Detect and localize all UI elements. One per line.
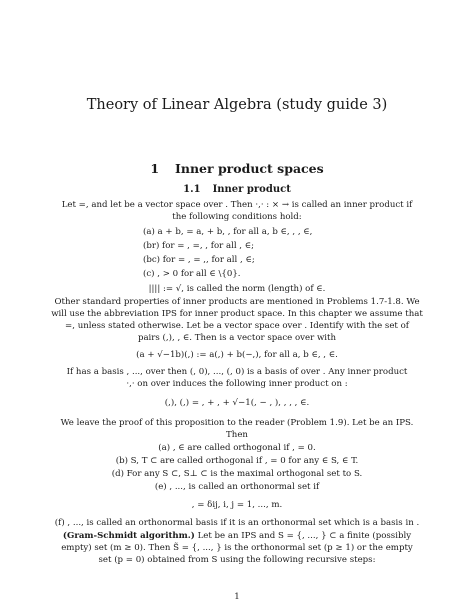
definition-item: (f) , ..., is called an orthonormal basis if it is an orthonormal set which is a basis in . [54, 518, 420, 528]
condition-item: (c) , > 0 for all ∈ \{0}. [143, 269, 241, 279]
paragraph-line: Other standard properties of inner products are mentioned in Problems 1.7-1.8. We [54, 297, 420, 307]
display-formula: (a + √−1b)(,) := a(,) + b(−,), for all a, b ∈, , ∈. [136, 350, 338, 360]
definition-item: (b) S, T ⊂ are called orthogonal if , = 0 for any ∈ S, ∈ T. [115, 456, 359, 466]
definition-line: Let =, and let be a vector space over . Then ·,· : × → is called an inner product if [61, 200, 413, 210]
display-formula: , = δij, i, j = 1, ..., m. [191, 500, 283, 510]
display-formula: (,), (,) = , + , + √−1(, − , ), , , , ∈. [164, 398, 310, 408]
subsection-heading [0, 183, 474, 196]
gram-schmidt-label: (Gram-Schmidt algorithm.) [62, 531, 195, 541]
subsection-title: Inner product [212, 184, 291, 195]
paragraph-line: =, unless stated otherwise. Let be a vector space over . Identify with the set of [65, 321, 409, 331]
paragraph-line: ·,· on over induces the following inner product on : [126, 379, 348, 389]
norm-definition: |||| := √, is called the norm (length) of ∈. [148, 284, 326, 294]
paragraph-line: We leave the proof of this proposition to the reader (Problem 1.9). Let be an IPS. [60, 418, 414, 428]
definition-line: the following conditions hold: [172, 212, 302, 222]
paragraph-line: Then [226, 430, 248, 440]
section-title: Inner product spaces [175, 161, 324, 176]
gram-schmidt-line: empty) set (m ≥ 0). Then S̃ = {, ..., } is the orthonormal set (p ≥ 1) or the empty [61, 543, 413, 553]
gram-schmidt-line [0, 531, 474, 542]
gram-schmidt-line: set (p = 0) obtained from S using the following recursive steps: [98, 555, 376, 565]
paragraph-line: will use the abbreviation IPS for inner product space. In this chapter we assume that [51, 309, 423, 319]
paragraph-line: pairs (,), , ∈. Then is a vector space over with [137, 333, 337, 343]
condition-item: (bc) for = , = ,, for all , ∈; [143, 255, 255, 265]
section-number: 1 [150, 161, 160, 176]
definition-item: (e) , ..., is called an orthonormal set if [154, 482, 320, 492]
subsection-number: 1.1 [183, 184, 201, 195]
document-title: Theory of Linear Algebra (study guide 3) [86, 97, 388, 113]
condition-item: (a) a + b, = a, + b, , for all a, b ∈, , , ∈, [143, 227, 313, 237]
section-heading [0, 161, 474, 177]
definition-item: (d) For any S ⊂, S⊥ ⊂ is the maximal orthogonal set to S. [111, 469, 363, 479]
condition-item: (br) for = , =, , for all , ∈; [143, 241, 255, 251]
paragraph-line: If has a basis , ..., over then (, 0), ..., (, 0) is a basis of over . Any inner product [66, 367, 408, 377]
page-number: 1 [234, 592, 240, 602]
gram-schmidt-text: Let be an IPS and S = {, ..., } ⊂ a finite (possibly [194, 531, 412, 541]
definition-item: (a) , ∈ are called orthogonal if , = 0. [158, 443, 316, 453]
